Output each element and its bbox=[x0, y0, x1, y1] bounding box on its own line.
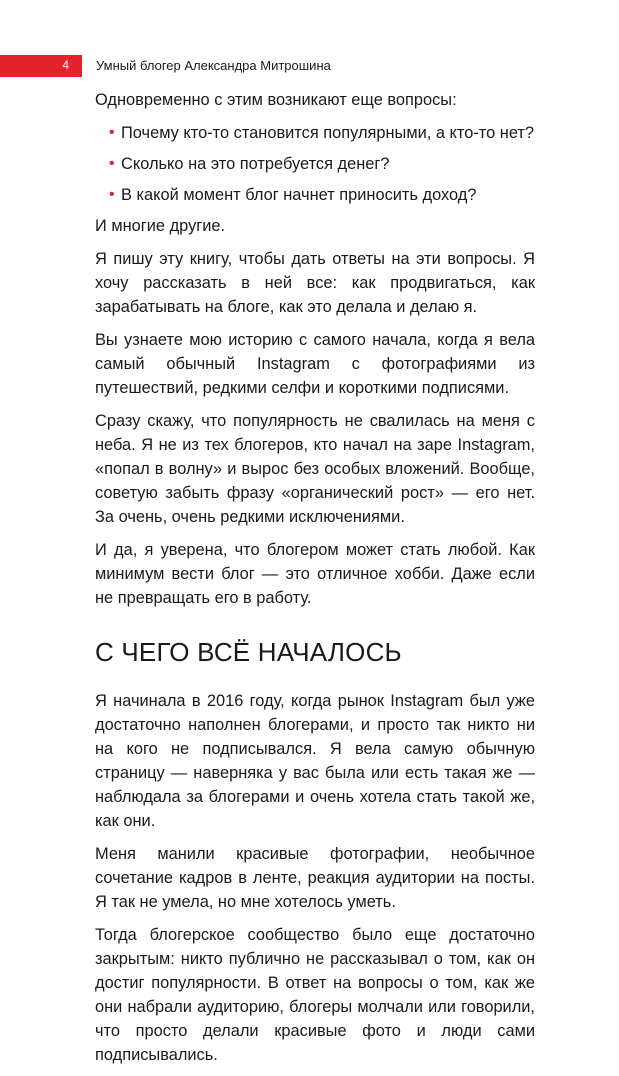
list-item-text: Почему кто-то становится популярными, а кто-то нет? bbox=[121, 124, 535, 142]
paragraph: Вы узнаете мою историю с самого начала, когда я вела самый обычный Instagram с фотографиями из путешествий, редкими селфи и короткими подписями. bbox=[95, 331, 535, 397]
question-list bbox=[95, 121, 535, 207]
paragraph: И многие другие. bbox=[95, 217, 226, 235]
page-body bbox=[95, 88, 535, 1076]
paragraph: Тогда блогерское сообщество было еще достаточно закрытым: никто публично не рассказывал о том, как он достиг популярности. В ответ на вопросы о том, как же они набрали аудиторию, блогеры молчали или говорили, что просто делали красивые фото и люди сами подписывались. bbox=[95, 926, 535, 1064]
list-item bbox=[95, 121, 535, 145]
paragraph: Я пишу эту книгу, чтобы дать ответы на эти вопросы. Я хочу рассказать в ней все: как продвигаться, как зарабатывать на блоге, как это делала и делаю я. bbox=[95, 250, 535, 316]
page-number-box bbox=[0, 55, 82, 77]
bullet-icon: • bbox=[109, 186, 115, 203]
paragraph: И да, я уверена, что блогером может стать любой. Как минимум вести блог — это отличное хобби. Даже если не превращать его в работу. bbox=[95, 541, 535, 607]
section-heading: С ЧЕГО ВСЁ НАЧАЛОСЬ bbox=[95, 637, 402, 667]
running-title: Умный блогер Александра Митрошина bbox=[96, 58, 331, 73]
page-header bbox=[0, 55, 619, 77]
page-number: 4 bbox=[62, 58, 69, 72]
list-item bbox=[95, 183, 535, 207]
paragraph: Сразу скажу, что популярность не свалилась на меня с неба. Я не из тех блогеров, кто начал на заре Instagram, «попал в волну» и вырос без особых вложений. Вообще, советую забыть фразу «органический рост» — его нет. За очень, очень редкими исключениями. bbox=[95, 412, 535, 526]
list-item-text: Сколько на это потребуется денег? bbox=[121, 155, 390, 173]
bullet-icon: • bbox=[109, 124, 115, 141]
paragraph: Я начинала в 2016 году, когда рынок Instagram был уже достаточно наполнен блогерами, и просто так никто ни на кого не подписывался. Я вела самую обычную страницу — наверняка у вас была или есть такая же — наблюдала за блогерами и очень хотела стать такой же, как они. bbox=[95, 692, 535, 830]
bullet-icon: • bbox=[109, 155, 115, 172]
intro-paragraph: Одновременно с этим возникают еще вопросы: bbox=[95, 91, 457, 109]
list-item-text: В какой момент блог начнет приносить доход? bbox=[121, 186, 477, 204]
paragraph: Меня манили красивые фотографии, необычное сочетание кадров в ленте, реакция аудитории на посты. Я так не умела, но мне хотелось уметь. bbox=[95, 845, 535, 911]
list-item bbox=[95, 152, 535, 176]
